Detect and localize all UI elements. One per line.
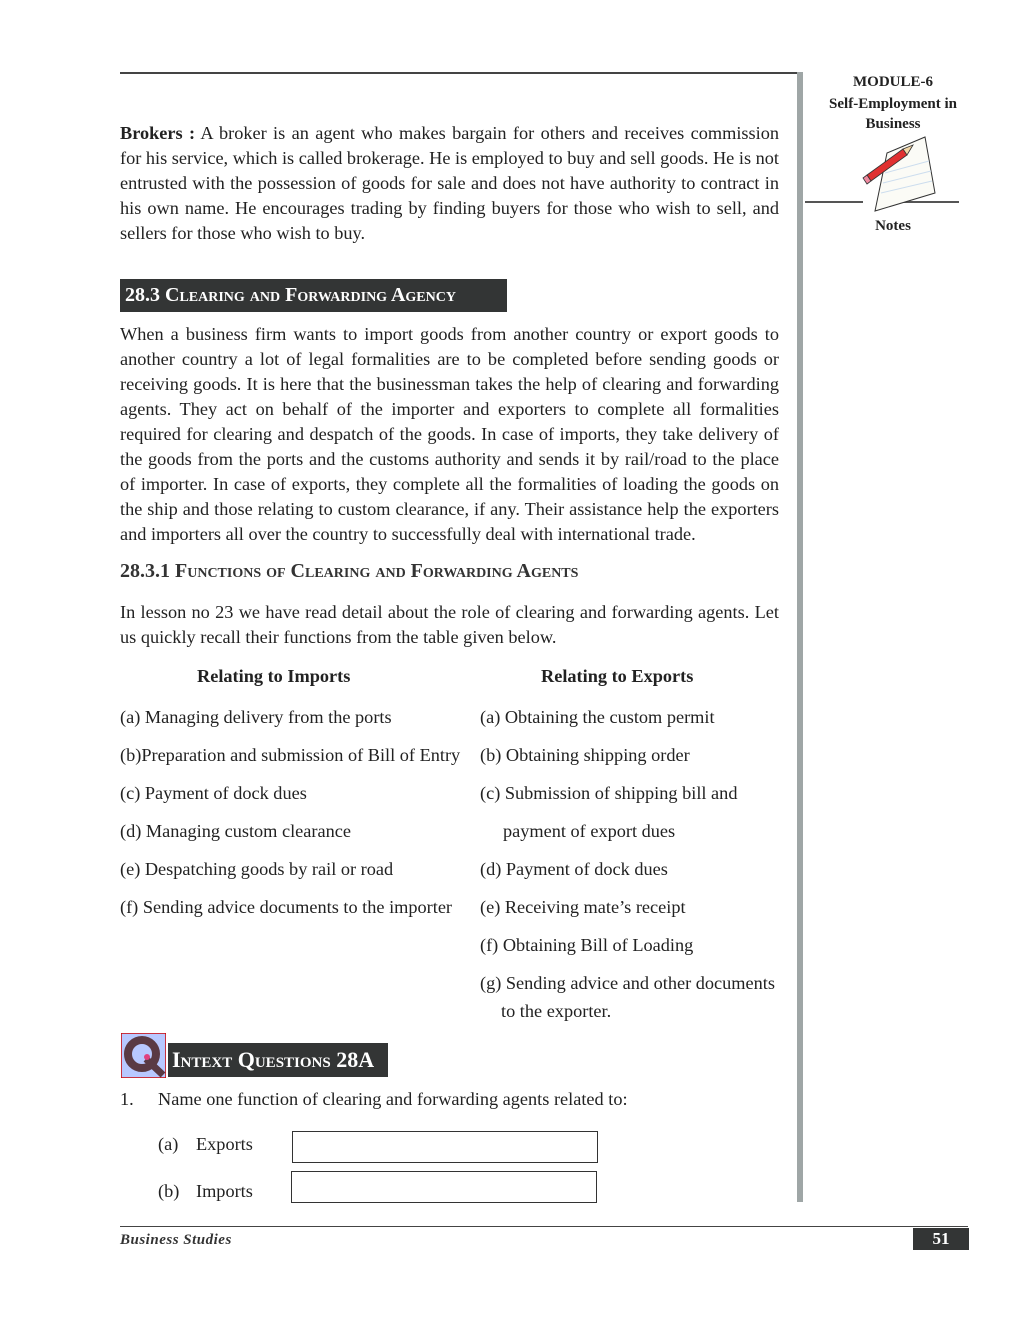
import-item: (a) Managing delivery from the ports — [120, 707, 392, 727]
footer-rule — [120, 1226, 968, 1227]
question-q-icon — [121, 1033, 166, 1078]
module-label: MODULE-6 — [853, 74, 933, 90]
part-b-label: (b) — [158, 1181, 180, 1201]
top-rule — [120, 72, 800, 74]
module-title-1: Self-Employment in — [829, 96, 957, 112]
import-item: (b)Preparation and submission of Bill of Entry — [120, 745, 461, 765]
section-paragraph: When a business firm wants to import goods from another country or export goods to another country a lot of legal formalities are to be completed before sending goods or receiving goods. It is here that the businessman takes the help of clearing and forwarding agents. They act on behalf of the importer and exporters to complete all formalities required for clearing and despatch of the goods. In case of imports, they take delivery of the goods from the ports and the customs authority and sends it by rail/road to the place of importer. In case of exports, they complete all the formalities of loading the goods on the ship and those relating to custom clearance, if any. Their assistance help the exporters and importers all over the country to successfully deal with international trade. — [120, 324, 779, 544]
brokers-term: Brokers : — [120, 123, 196, 143]
brokers-paragraph — [120, 121, 779, 246]
part-b-text: Imports — [196, 1181, 253, 1201]
export-item: (b) Obtaining shipping order — [480, 745, 690, 765]
brokers-text: A broker is an agent who makes bargain for others and receives commission for his service, which is called brokerage. He is employed to buy and sell goods. He is not entrusted with the possession of goods for sale and does not have authority to contract in his own name. He encourages trading by finding buyers for those who wish to sell, and sellers for those who wish to buy. — [120, 123, 779, 243]
question-text: Name one function of clearing and forwarding agents related to: — [158, 1089, 628, 1109]
question-number: 1. — [120, 1089, 134, 1109]
module-title-2: Business — [865, 116, 921, 132]
export-item: (c) Submission of shipping bill and — [480, 783, 738, 803]
page-number: 51 — [913, 1228, 969, 1250]
imports-header: Relating to Imports — [197, 666, 351, 686]
export-item: (e) Receiving mate’s receipt — [480, 897, 686, 917]
export-item: (g) Sending advice and other documents — [480, 973, 775, 993]
import-item: (d) Managing custom clearance — [120, 821, 351, 841]
subsection-heading: 28.3.1 Functions of Clearing and Forwarding Agents — [120, 560, 579, 582]
export-item: to the exporter. — [501, 1001, 612, 1021]
import-item: (e) Despatching goods by rail or road — [120, 859, 394, 879]
intext-heading: Intext Questions 28A — [168, 1043, 388, 1077]
export-item: (d) Payment of dock dues — [480, 859, 668, 879]
import-item: (f) Sending advice documents to the importer — [120, 897, 453, 917]
part-a-text: Exports — [196, 1134, 253, 1154]
part-a-label: (a) — [158, 1134, 179, 1154]
exports-header: Relating to Exports — [541, 666, 694, 686]
section-heading: 28.3 Clearing and Forwarding Agency — [120, 279, 507, 312]
footer-book-title: Business Studies — [120, 1232, 232, 1248]
exports-answer-field[interactable] — [292, 1131, 598, 1163]
notes-label: Notes — [875, 218, 911, 234]
notepad-pencil-icon — [855, 133, 940, 213]
subsection-paragraph: In lesson no 23 we have read detail about the role of clearing and forwarding agents. Let us quickly recall their functions from the table given below. — [120, 602, 779, 647]
margin-bar — [797, 72, 803, 1202]
export-item: payment of export dues — [503, 821, 676, 841]
export-item: (f) Obtaining Bill of Loading — [480, 935, 694, 955]
export-item: (a) Obtaining the custom permit — [480, 707, 715, 727]
import-item: (c) Payment of dock dues — [120, 783, 307, 803]
imports-answer-field[interactable] — [291, 1171, 597, 1203]
